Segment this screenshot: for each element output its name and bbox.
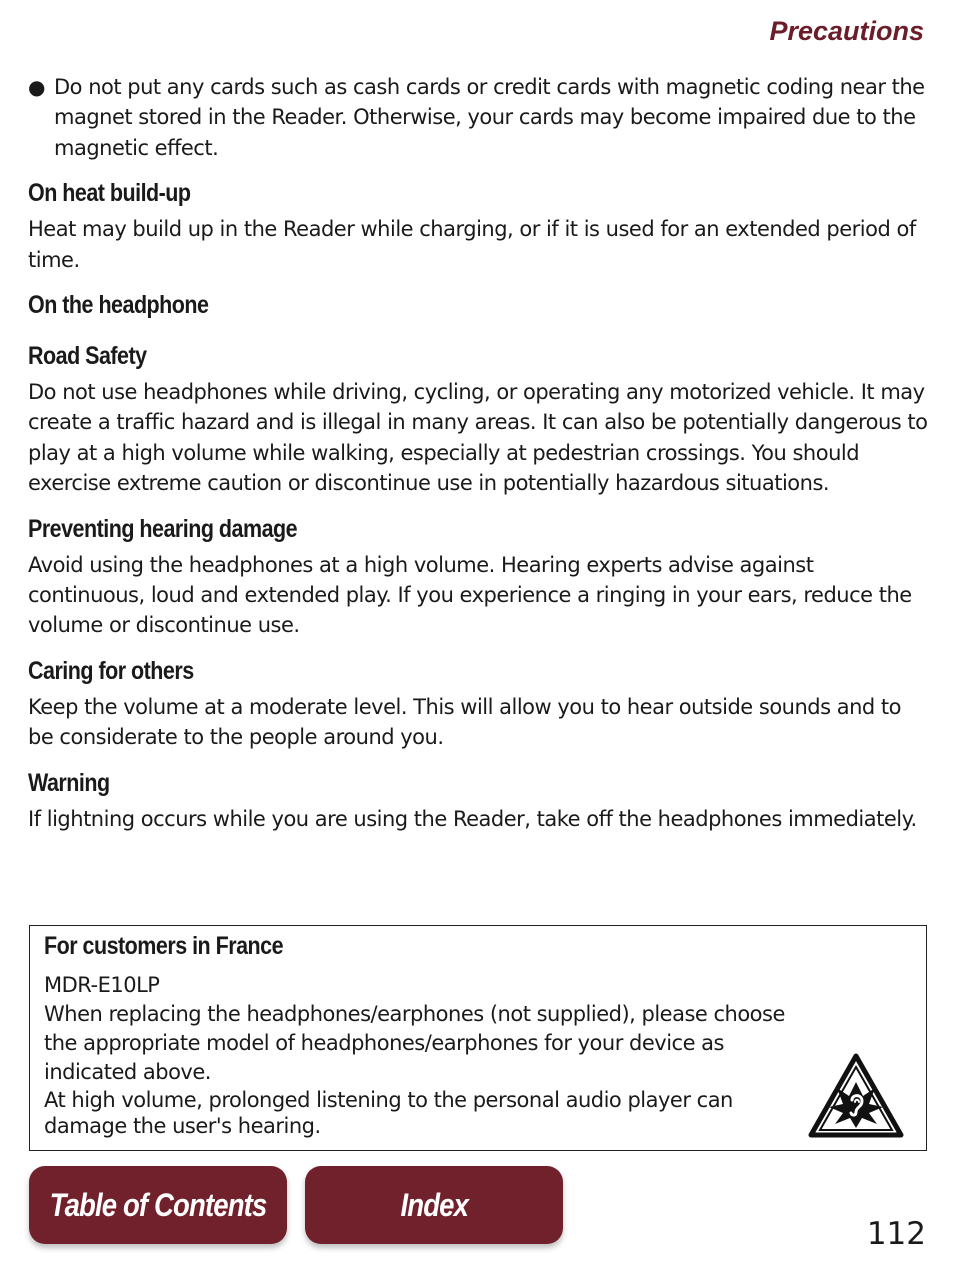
france-notice-title: For customers in France — [44, 932, 284, 960]
paragraph-warning: If lightning occurs while you are using the Reader, take off the headphones immediately. — [28, 806, 917, 831]
heading-hearing: Preventing hearing damage — [28, 514, 298, 543]
heading-heat: On heat build-up — [28, 179, 191, 208]
hearing-warning-icon — [807, 1052, 905, 1140]
page-number: 112 — [866, 1216, 926, 1252]
france-replacement-text: When replacing the headphones/earphones (not supplied), please choose the appropriate model of headphones/earphones for your device as indicated above. — [44, 1002, 785, 1084]
table-of-contents-label: Table of Contents — [49, 1186, 267, 1223]
heading-caring: Caring for others — [28, 656, 194, 685]
heading-headphone: On the headphone — [28, 291, 209, 320]
paragraph-caring: Keep the volume at a moderate level. This will allow you to hear outside sounds and to be considerate to the people around you. — [28, 694, 901, 750]
bullet-icon: ● — [28, 75, 45, 99]
paragraph-hearing: Avoid using the headphones at a high volume. Hearing experts advise against continuous, loud and extended play. If you experience a ringing in your ears, reduce the volume or discontinue use. — [28, 552, 912, 638]
intro-bullet-text: Do not put any cards such as cash cards or credit cards with magnetic coding near the magnet stored in the Reader. Otherwise, your cards may become impaired due to the magnetic effect. — [54, 75, 925, 160]
heading-road-safety: Road Safety — [28, 342, 147, 371]
paragraph-road-safety: Do not use headphones while driving, cycling, or operating any motorized vehicle. It may create a traffic hazard and is illegal in many areas. It can also be potentially dangerous to play at a high volume while walking, especially at pedestrian crossings. You should exercise extreme caution or discontinue use in potentially hazardous situations. — [28, 380, 928, 496]
france-notice-box — [29, 925, 927, 1151]
paragraph-heat: Heat may build up in the Reader while charging, or if it is used for an extended period of time. — [28, 217, 916, 272]
france-model: MDR-E10LP — [44, 973, 160, 997]
index-button[interactable] — [305, 1166, 563, 1244]
section-title: Precautions — [769, 16, 924, 46]
france-volume-text: At high volume, prolonged listening to the personal audio player can damage the user's hearing. — [44, 1088, 733, 1138]
intro-bullet — [28, 72, 928, 163]
heading-warning: Warning — [28, 768, 110, 797]
index-label: Index — [400, 1186, 468, 1223]
table-of-contents-button[interactable] — [29, 1166, 287, 1244]
page-content — [28, 72, 928, 834]
france-notice-body — [44, 971, 804, 1139]
